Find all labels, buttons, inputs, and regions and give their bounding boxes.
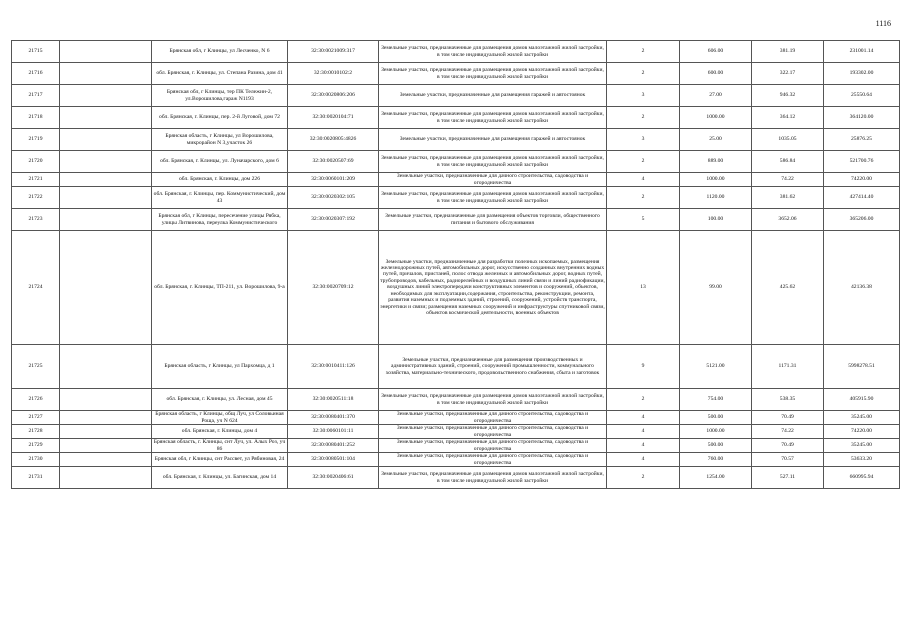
cadastral-value-cell: 521700.76 [824, 151, 900, 173]
cadastral-value-cell: 35245.00 [824, 411, 900, 425]
unit-price-cell: 527.11 [752, 467, 824, 489]
group-cell: 9 [607, 345, 680, 389]
cadastral-number-cell: 32:30:0010102:2 [288, 63, 379, 85]
land-use-cell: Земельные участки, предназначенные для размещения домов малоэтажной жилой застройки, в том числе индивидуальной жилой застройки [379, 63, 607, 85]
area-cell: 1254.00 [680, 467, 752, 489]
area-cell: 25.00 [680, 129, 752, 151]
cadastral-value-cell: 42136.38 [824, 231, 900, 345]
group-cell: 4 [607, 411, 680, 425]
row-number-cell: 21721 [12, 173, 60, 187]
area-cell: 500.00 [680, 439, 752, 453]
cadastral-number-cell: 32:30:0020104:71 [288, 107, 379, 129]
cadastral-number-cell: 32:30:0021009:317 [288, 41, 379, 63]
address-cell: обл. Брянская, г. Клинцы, пер. Коммунистический, дом 43 [152, 187, 288, 209]
area-cell: 100.00 [680, 209, 752, 231]
spacer-cell [60, 231, 152, 345]
cadastral-value-cell: 74220.00 [824, 425, 900, 439]
address-cell: обл. Брянская, г. Клинцы, дом 4 [152, 425, 288, 439]
area-cell: 1000.00 [680, 425, 752, 439]
table-row [12, 85, 900, 107]
group-cell: 5 [607, 209, 680, 231]
land-registry-table [11, 40, 900, 489]
cadastral-value-cell: 364120.00 [824, 107, 900, 129]
land-use-cell: Земельные участки, предназначенные для дачного строительства, садоводства и огородничества [379, 173, 607, 187]
land-use-cell: Земельные участки, предназначенные для размещения домов малоэтажной жилой застройки, в том числе индивидуальной жилой застройки [379, 389, 607, 411]
address-cell: Брянская обл, г Клинцы, снт Рассвет, ул Рябиновая, 24 [152, 453, 288, 467]
cadastral-value-cell: 74220.00 [824, 173, 900, 187]
cadastral-number-cell: 32:30:0020511:18 [288, 389, 379, 411]
land-use-cell: Земельные участки, предназначенные для размещения домов малоэтажной жилой застройки, в том числе индивидуальной жилой застройки [379, 151, 607, 173]
unit-price-cell: 70.49 [752, 411, 824, 425]
area-cell: 606.00 [680, 41, 752, 63]
address-cell: обл. Брянская, г. Клинцы, ул. Лесная, дом 45 [152, 389, 288, 411]
area-cell: 760.00 [680, 453, 752, 467]
cadastral-value-cell: 193302.00 [824, 63, 900, 85]
unit-price-cell: 586.84 [752, 151, 824, 173]
area-cell: 99.00 [680, 231, 752, 345]
group-cell: 4 [607, 173, 680, 187]
unit-price-cell: 381.19 [752, 41, 824, 63]
area-cell: 500.00 [680, 411, 752, 425]
cadastral-number-cell: 32:30:0020507:69 [288, 151, 379, 173]
cadastral-number-cell: 32:30:0010411:126 [288, 345, 379, 389]
unit-price-cell: 322.17 [752, 63, 824, 85]
group-cell: 2 [607, 467, 680, 489]
address-cell: обл. Брянская, г. Клинцы, ул. Луначарского, дом 6 [152, 151, 288, 173]
row-number-cell: 21723 [12, 209, 60, 231]
table-row [12, 439, 900, 453]
group-cell: 2 [607, 63, 680, 85]
cadastral-number-cell: 32:30:0060101:209 [288, 173, 379, 187]
table-row [12, 41, 900, 63]
cadastral-value-cell: 25876.25 [824, 129, 900, 151]
group-cell: 3 [607, 85, 680, 107]
land-use-cell: Земельные участки, предназначенные для размещения гаражей и автостоянок [379, 129, 607, 151]
spacer-cell [60, 173, 152, 187]
cadastral-number-cell: 32:30:0020307:192 [288, 209, 379, 231]
area-cell: 1000.00 [680, 107, 752, 129]
cadastral-value-cell: 365206.00 [824, 209, 900, 231]
cadastral-value-cell: 35245.00 [824, 439, 900, 453]
area-cell: 1120.00 [680, 187, 752, 209]
area-cell: 27.00 [680, 85, 752, 107]
land-use-cell: Земельные участки, предназначенные для размещения домов малоэтажной жилой застройки, в том числе индивидуальной жилой застройки [379, 467, 607, 489]
row-number-cell: 21728 [12, 425, 60, 439]
area-cell: 5121.00 [680, 345, 752, 389]
cadastral-value-cell: 53633.20 [824, 453, 900, 467]
unit-price-cell: 381.62 [752, 187, 824, 209]
land-use-cell: Земельные участки, предназначенные для разработки полезных ископаемых, размещения железнодорожных путей, автомобильных дорог, искусственно созданных внутренних водных путей, причалов, пристаней, полос отвода железных и автомобильных дорог, водных путей, трубопроводов, кабельных, радиорелейных и воздушных линий связи и линий радиофикации, воздушных линий электропередачи конструктивных элементов и сооружений, объектов, необходимых для эксплуатации,содержания, строительства, реконструкции, ремонта, развития наземных и подземных зданий, строений, сооружений, устройств транспорта, энергетики и связи; размещения наземных сооружений и инфраструктуры спутниковой связи, объектов космической деятельности, военных объектов [379, 231, 607, 345]
land-use-cell: Земельные участки, предназначенные для размещения объектов торговли, общественного питания и бытового обслуживания [379, 209, 607, 231]
row-number-cell: 21726 [12, 389, 60, 411]
area-cell: 1000.00 [680, 173, 752, 187]
group-cell: 2 [607, 107, 680, 129]
group-cell: 4 [607, 425, 680, 439]
land-use-cell: Земельные участки, предназначенные для размещения домов малоэтажной жилой застройки, в том числе индивидуальной жилой застройки [379, 41, 607, 63]
spacer-cell [60, 411, 152, 425]
row-number-cell: 21719 [12, 129, 60, 151]
address-cell: обл. Брянская, г. Клинцы, пер. 2-й Луговой, дом 72 [152, 107, 288, 129]
land-use-cell: Земельные участки, предназначенные для дачного строительства, садоводства и огородничества [379, 453, 607, 467]
spacer-cell [60, 41, 152, 63]
cadastral-number-cell: 32:30:0080501:104 [288, 453, 379, 467]
table-row [12, 389, 900, 411]
land-use-cell: Земельные участки, предназначенные для размещения гаражей и автостоянок [379, 85, 607, 107]
land-use-cell: Земельные участки, предназначенные для дачного строительства, садоводства и огородничества [379, 439, 607, 453]
land-use-cell: Земельные участки, предназначенные для размещения домов малоэтажной жилой застройки, в том числе индивидуальной жилой застройки [379, 187, 607, 209]
unit-price-cell: 1171.31 [752, 345, 824, 389]
area-cell: 754.00 [680, 389, 752, 411]
address-cell: обл. Брянская, г. Клинцы, ул. Степана Разина, дом 41 [152, 63, 288, 85]
address-cell: Брянская область, г Клинцы, ул Пархомца, д 1 [152, 345, 288, 389]
group-cell: 4 [607, 453, 680, 467]
unit-price-cell: 74.22 [752, 173, 824, 187]
unit-price-cell: 74.22 [752, 425, 824, 439]
address-cell: Брянская область, г Клинцы, общ Луч, ул Соловьиная Роща, уч N 624 [152, 411, 288, 425]
group-cell: 3 [607, 129, 680, 151]
table-row [12, 209, 900, 231]
table-row [12, 231, 900, 345]
spacer-cell [60, 345, 152, 389]
cadastral-value-cell: 5998278.51 [824, 345, 900, 389]
cadastral-value-cell: 231001.14 [824, 41, 900, 63]
spacer-cell [60, 187, 152, 209]
land-use-cell: Земельные участки, предназначенные для дачного строительства, садоводства и огородничества [379, 411, 607, 425]
row-number-cell: 21718 [12, 107, 60, 129]
cadastral-number-cell: 32:30:0080401:370 [288, 411, 379, 425]
unit-price-cell: 70.49 [752, 439, 824, 453]
table-row [12, 173, 900, 187]
cadastral-number-cell: 32:30:0020709:12 [288, 231, 379, 345]
unit-price-cell: 538.35 [752, 389, 824, 411]
land-use-cell: Земельные участки, предназначенные для размещения домов малоэтажной жилой застройки, в том числе индивидуальной жилой застройки [379, 107, 607, 129]
unit-price-cell: 364.12 [752, 107, 824, 129]
unit-price-cell: 70.57 [752, 453, 824, 467]
page-number: 1116 [875, 19, 891, 28]
address-cell: обл. Брянская, г. Клинцы, ТП-211, ул. Ворошилова, 9-а [152, 231, 288, 345]
spacer-cell [60, 151, 152, 173]
area-cell: 600.00 [680, 63, 752, 85]
table-row [12, 129, 900, 151]
row-number-cell: 21725 [12, 345, 60, 389]
unit-price-cell: 425.62 [752, 231, 824, 345]
table-body [12, 41, 900, 489]
row-number-cell: 21715 [12, 41, 60, 63]
row-number-cell: 21731 [12, 467, 60, 489]
unit-price-cell: 1035.05 [752, 129, 824, 151]
table-row [12, 453, 900, 467]
table-row [12, 345, 900, 389]
cadastral-number-cell: 32:30:0060101:11 [288, 425, 379, 439]
address-cell: Брянская обл, г Клинцы, пересечение улицы Рябка, улицы Литвинова, переулка Коммунистического [152, 209, 288, 231]
row-number-cell: 21717 [12, 85, 60, 107]
spacer-cell [60, 389, 152, 411]
address-cell: Брянская обл, г Клинцы, тер ПК Тележин-2, ул.Ворошилова,гараж N1193 [152, 85, 288, 107]
group-cell: 4 [607, 439, 680, 453]
row-number-cell: 21729 [12, 439, 60, 453]
group-cell: 2 [607, 41, 680, 63]
address-cell: обл. Брянская, г. Клинцы, ул. Багинская, дом 14 [152, 467, 288, 489]
land-use-cell: Земельные участки, предназначенные для дачного строительства, садоводства и огородничества [379, 425, 607, 439]
table-row [12, 151, 900, 173]
row-number-cell: 21727 [12, 411, 60, 425]
spacer-cell [60, 425, 152, 439]
cadastral-number-cell: 32:30:0020302:105 [288, 187, 379, 209]
spacer-cell [60, 467, 152, 489]
group-cell: 2 [607, 389, 680, 411]
row-number-cell: 21716 [12, 63, 60, 85]
cadastral-value-cell: 405915.90 [824, 389, 900, 411]
cadastral-number-cell: 32:30:0020406:61 [288, 467, 379, 489]
cadastral-value-cell: 660995.94 [824, 467, 900, 489]
area-cell: 889.00 [680, 151, 752, 173]
table-row [12, 63, 900, 85]
cadastral-number-cell: 32:30:0020806:206 [288, 85, 379, 107]
spacer-cell [60, 85, 152, 107]
unit-price-cell: 946.32 [752, 85, 824, 107]
cadastral-value-cell: 427414.40 [824, 187, 900, 209]
cadastral-number-cell: 32:30:0080401:252 [288, 439, 379, 453]
row-number-cell: 21720 [12, 151, 60, 173]
unit-price-cell: 3652.06 [752, 209, 824, 231]
table-row [12, 411, 900, 425]
address-cell: Брянская область, г Клинцы, ул Ворошилова, микрорайон N 3,участок 26 [152, 129, 288, 151]
group-cell: 2 [607, 187, 680, 209]
group-cell: 13 [607, 231, 680, 345]
cadastral-value-cell: 25550.64 [824, 85, 900, 107]
address-cell: Брянская обл, г Клинцы, ул Лесченко, N 6 [152, 41, 288, 63]
row-number-cell: 21724 [12, 231, 60, 345]
table-row [12, 187, 900, 209]
spacer-cell [60, 209, 152, 231]
address-cell: Брянская область, г. Клинцы, снт Луч, ул. Алых Роз, уч 86 [152, 439, 288, 453]
table-row [12, 425, 900, 439]
row-number-cell: 21722 [12, 187, 60, 209]
cadastral-number-cell: 32:30:0020805:4826 [288, 129, 379, 151]
spacer-cell [60, 439, 152, 453]
land-use-cell: Земельные участки, предназначенные для размещения производственных и административных зданий, строений, сооружений промышленности, коммунального хозяйства, материально-технического, продовольственного снабжения, сбыта и заготовок [379, 345, 607, 389]
spacer-cell [60, 63, 152, 85]
table-row [12, 467, 900, 489]
group-cell: 2 [607, 151, 680, 173]
spacer-cell [60, 453, 152, 467]
table-row [12, 107, 900, 129]
address-cell: обл. Брянская, г. Клинцы, дом 226 [152, 173, 288, 187]
row-number-cell: 21730 [12, 453, 60, 467]
spacer-cell [60, 107, 152, 129]
spacer-cell [60, 129, 152, 151]
